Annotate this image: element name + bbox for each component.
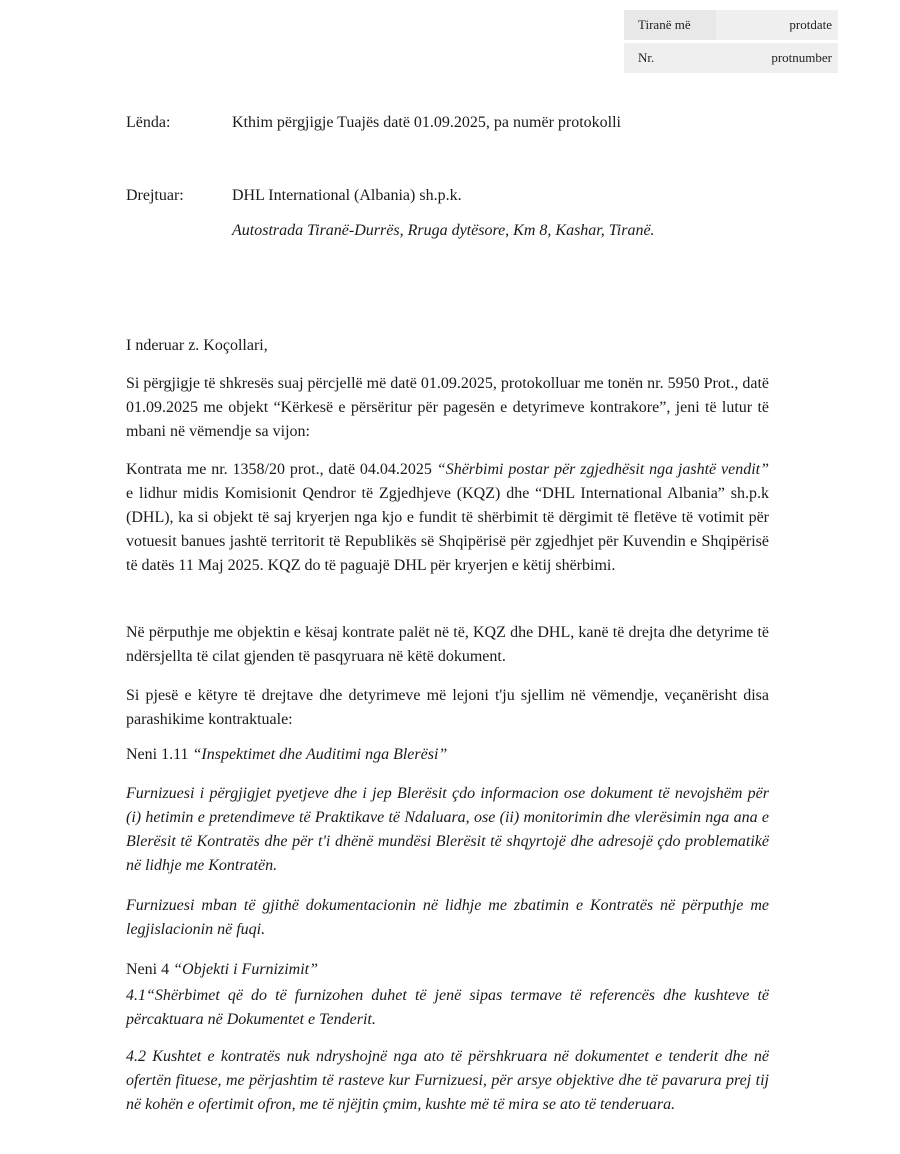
article-2-heading-text: [126, 958, 769, 982]
recipient-name: DHL International (Albania) sh.p.k.: [232, 187, 462, 204]
recipient-address: Autostrada Tiranë-Durrës, Rruga dytësore, Km 8, Kashar, Tiranë.: [232, 222, 655, 239]
paragraph-1-text: Si përgjigje të shkresës suaj përcjellë më datë 01.09.2025, protokolluar me tonën nr. 5950 Prot., datë 01.09.2025 me objekt “Kërkesë e përsëritur për pagesën e detyrimeve kontrakore”, jeni të lutur të mbani në vëmendje sa vijon:: [126, 375, 769, 440]
protocol-number-row: [624, 43, 838, 73]
p2-part-a: Kontrata me nr. 1358/20 prot., datë 04.04.2025: [126, 461, 437, 478]
article-2-title: “Objekti i Furnizimit”: [173, 961, 319, 978]
article-2-heading: [126, 958, 769, 982]
protocol-date-row: [624, 10, 838, 40]
p2-part-c: e lidhur midis Komisionit Qendror të Zgjedhjeve (KQZ) dhe “DHL International Albania” sh.p.k (DHL), ka si objekt të saj kryerjen nga kjo e fundit të shërbimit të dërgimit të fletëve të votimit për votuesit banues jashtë territorit të Republikës së Shqipërisë për zgjedhjet për Kuvendin e Shqipërisë të datës 11 Maj 2025. KQZ do të paguajë DHL për kryerjen e këtij shërbimi.: [126, 485, 769, 574]
article-1-paragraph-2: [126, 894, 769, 942]
paragraph-2-text: [126, 458, 769, 578]
article-1-number: Neni 1.11: [126, 746, 193, 763]
number-label: Nr.: [624, 43, 716, 73]
article-2-paragraph-2-text: 4.2 Kushtet e kontratës nuk ndryshojnë nga ato të përshkruara në dokumentet e tenderit dhe në ofertën fituese, me përjashtim të rasteve kur Furnizuesi, për arsye objektive dhe të pavarura prej tij në kohën e ofertimit ofron, me të njëjtin çmim, kushte më të mira se ato të tenderuara.: [126, 1048, 769, 1113]
paragraph-3-text: Në përputhje me objektin e kësaj kontrate palët në të, KQZ dhe DHL, kanë të drejta dhe detyrime të ndërsjellta të cilat gjenden të pasqyruara në këtë dokument.: [126, 624, 769, 665]
article-1-heading: [126, 743, 769, 767]
greeting: [126, 334, 769, 358]
article-1-title: “Inspektimet dhe Auditimi nga Blerësi”: [192, 746, 448, 763]
paragraph-2: [126, 458, 769, 578]
article-1-paragraph-1-text: Furnizuesi i përgjigjet pyetjeve dhe i jep Blerësit çdo informacion ose dokument të nevojshëm për (i) hetimin e pretendimeve të Praktikave të Ndaluara, ose (ii) monitorimin dhe vlerësimin nga ana e Blerësit të Kontratës dhe për t'i dhënë mundësi Blerësit të shqyrtojë dhe adresojë çdo problematikë në lidhje me Kontratën.: [126, 785, 769, 874]
subject-text: Kthim përgjigje Tuajës datë 01.09.2025, pa numër protokolli: [232, 114, 621, 131]
article-2-paragraph-2: [126, 1045, 769, 1117]
article-1-paragraph-1: [126, 782, 769, 878]
p2-contract-title: “Shërbimi postar për zgjedhësit nga jashtë vendit”: [436, 461, 769, 478]
date-label: Tiranë më: [624, 10, 716, 40]
paragraph-4: [126, 684, 769, 732]
date-value: protdate: [716, 10, 838, 40]
article-2-paragraph-1-text: 4.1“Shërbimet që do të furnizohen duhet të jenë sipas termave të referencës dhe kushteve të përcaktuara në Dokumentet e Tenderit.: [126, 987, 769, 1028]
article-1-paragraph-2-text: Furnizuesi mban të gjithë dokumentacionin në lidhje me zbatimin e Kontratës në përputhje me legjislacionin në fuqi.: [126, 897, 769, 938]
subject-label: Lënda:: [126, 114, 171, 131]
recipient-label: Drejtuar:: [126, 187, 184, 204]
article-1-heading-text: [126, 743, 769, 767]
paragraph-4-text: Si pjesë e këtyre të drejtave dhe detyrimeve më lejoni t'ju sjellim në vëmendje, veçanërisht disa parashikime kontraktuale:: [126, 687, 769, 728]
number-value: protnumber: [716, 43, 838, 73]
paragraph-3: [126, 621, 769, 669]
paragraph-1: [126, 372, 769, 444]
greeting-text: I nderuar z. Koçollari,: [126, 337, 268, 354]
article-2-number: Neni 4: [126, 961, 174, 978]
protocol-box: [624, 10, 838, 76]
article-2-paragraph-1: [126, 984, 769, 1032]
